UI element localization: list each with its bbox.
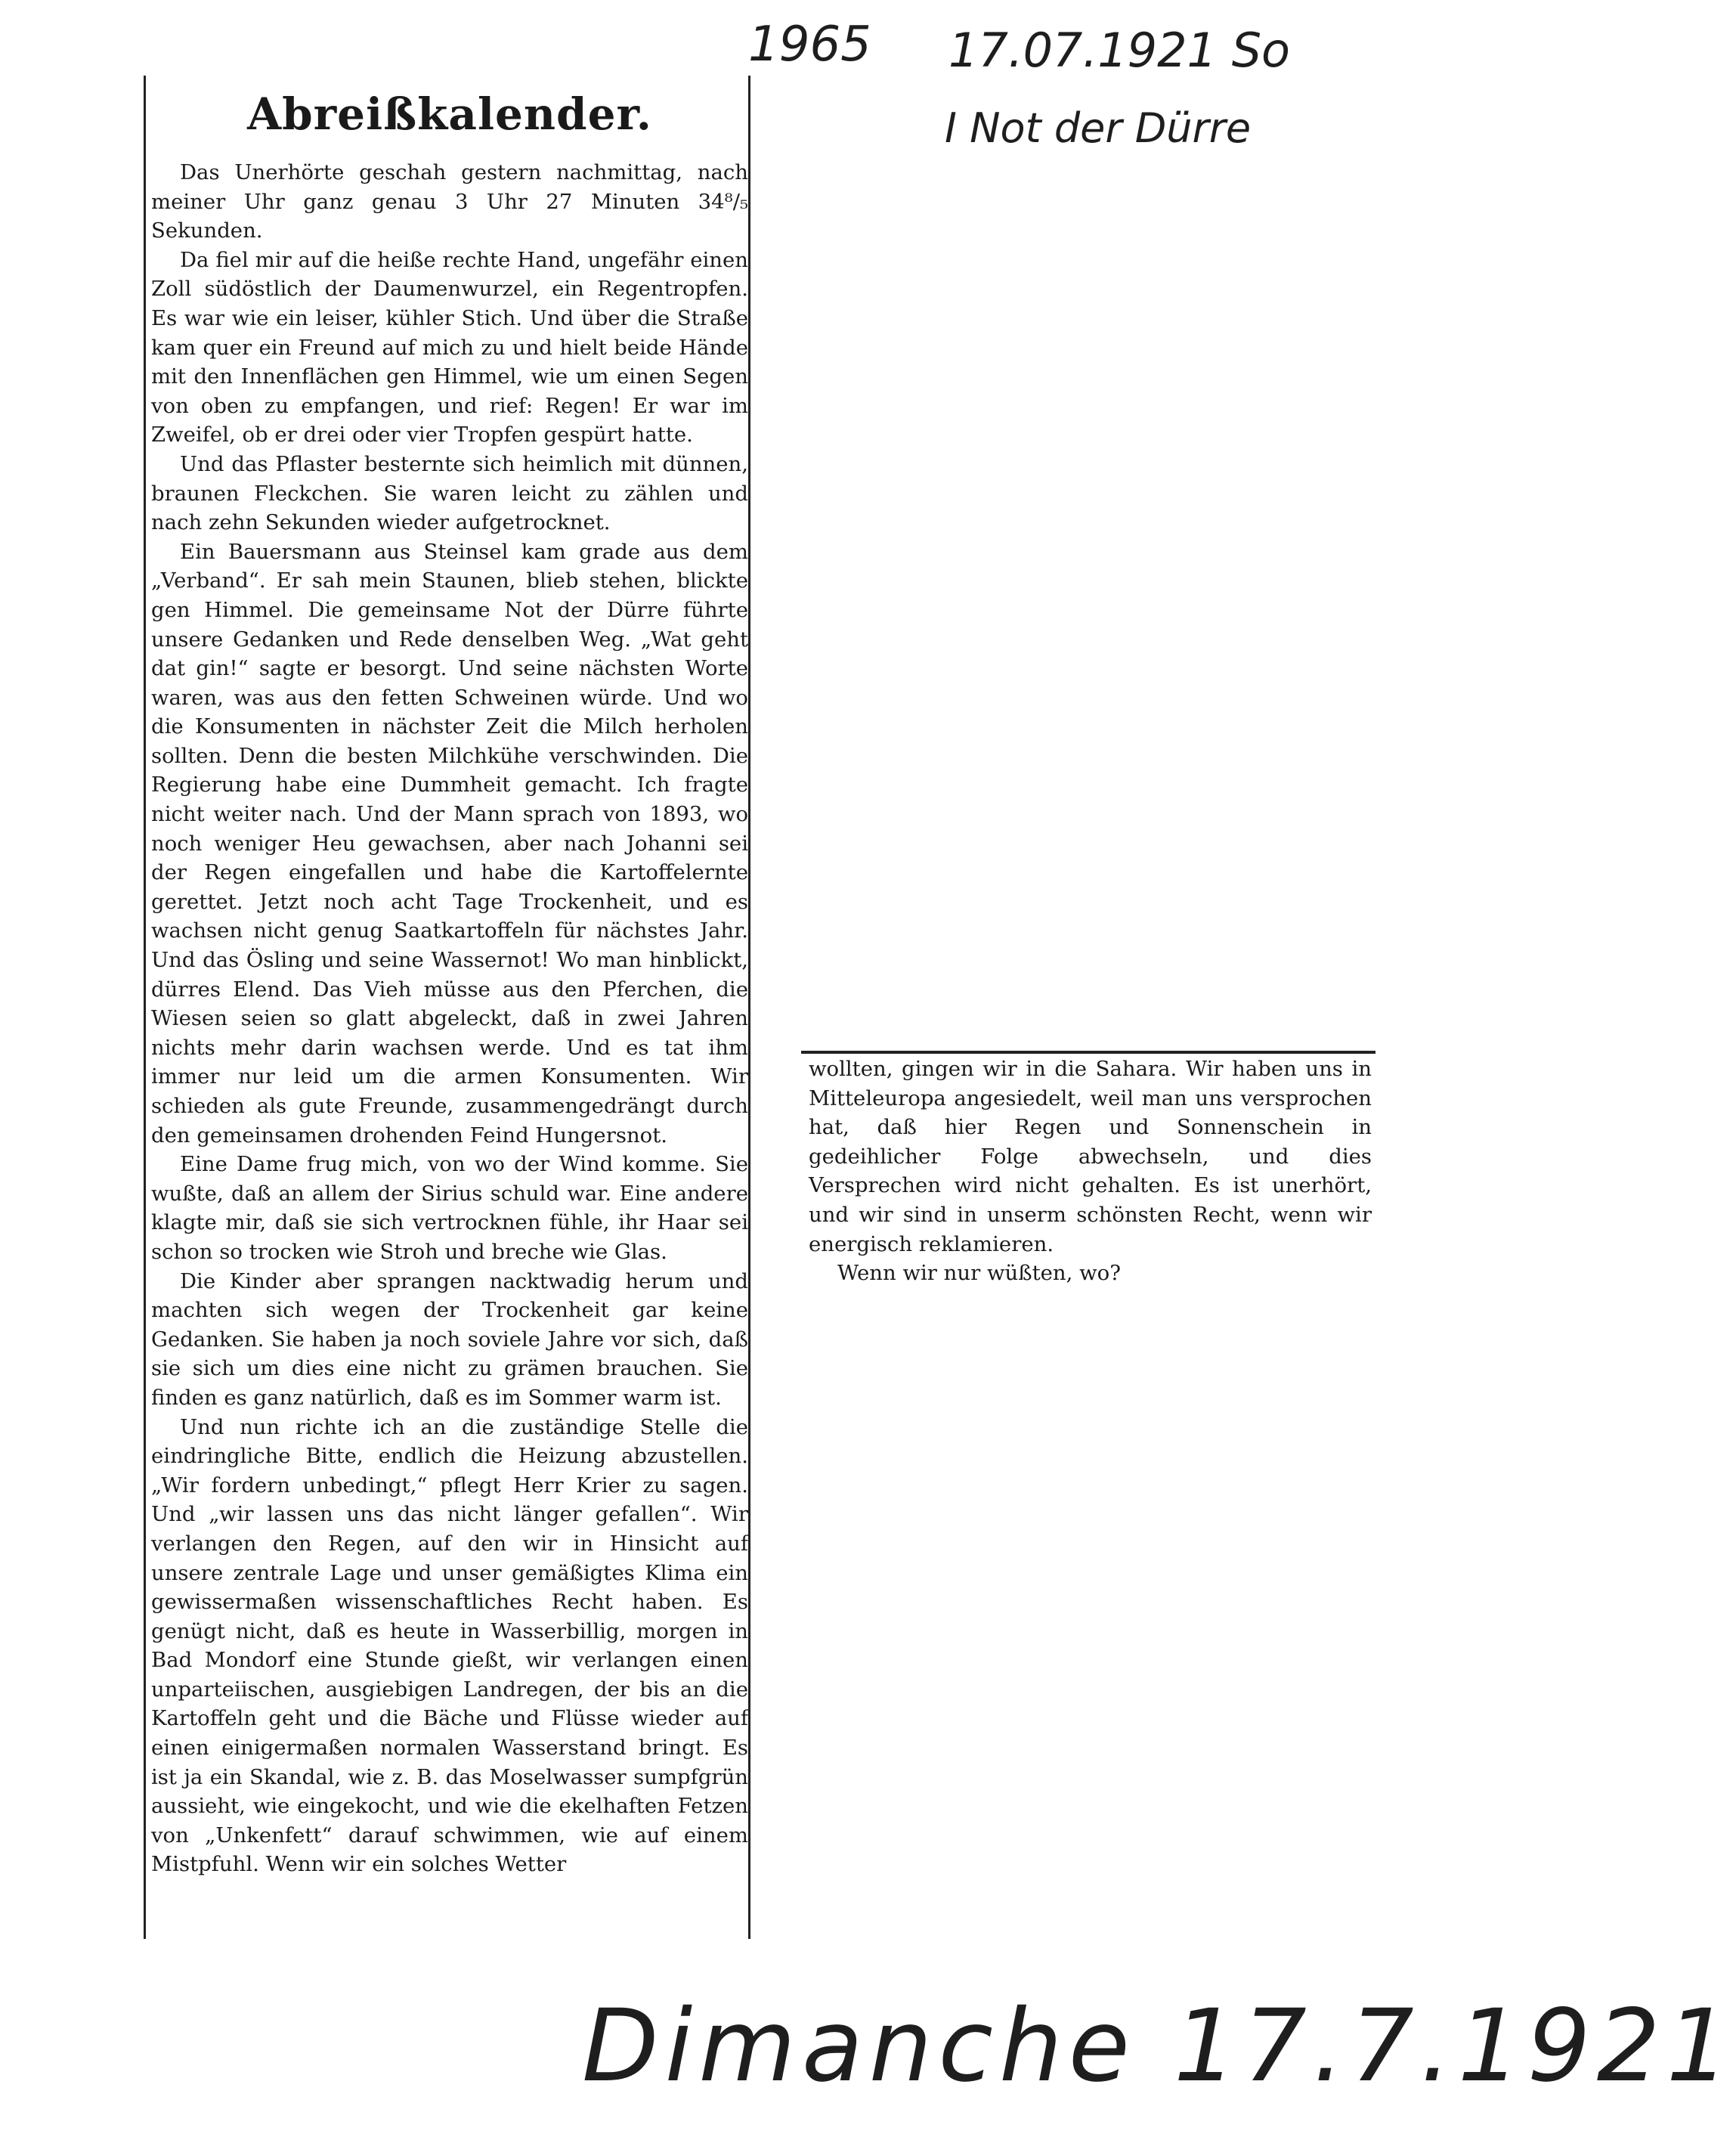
- article-paragraph: Und nun richte ich an die zuständige Stelle die eindringliche Bitte, endlich die Heizung abzustellen. „Wir fordern unbedingt,“ pflegt Herr Krier zu sagen. Und „wir lassen uns das nicht länger gefallen“. Wir verlangen den Regen, auf den wir in Hinsicht auf unsere zentrale Lage und unser gemäßigtes Klima ein gewissermaßen wissenschaftliches Recht haben. Es genügt nicht, daß es heute in Wasserbillig, morgen in Bad Mondorf eine Stunde gießt, wir verlangen einen unparteiischen, ausgiebigen Landregen, der bis an die Kartoffeln geht und die Bäche und Flüsse wieder auf einen einigermaßen normalen Wasserstand bringt. Es ist ja ein Skandal, wie z. B. das Moselwasser sumpfgrün aussieht, wie eingekocht, und wie die ekelhaften Fetzen von „Unkenfett“ darauf schwimmen, wie auf einem Mistpfuhl. Wenn wir ein solches Wetter: [151, 1414, 748, 1877]
- continuation-column-rule: [801, 1051, 1375, 1054]
- article-paragraph: Die Kinder aber sprangen nacktwadig herum und machten sich wegen der Trockenheit gar keine Gedanken. Sie haben ja noch soviele Jahre vor sich, daß sie sich um dies eine nicht zu grämen brauchen. Sie finden es ganz natürlich, daß es im Sommer warm ist.: [151, 1268, 748, 1410]
- article-paragraph: Das Unerhörte geschah gestern nachmittag, nach meiner Uhr ganz genau 3 Uhr 27 Minuten 34⁸/₅ Sekunden.: [151, 160, 748, 243]
- article-title: Abreißkalender.: [247, 88, 652, 140]
- article-closing-line: Wenn wir nur wüßten, wo?: [837, 1261, 1121, 1286]
- article-paragraph: Eine Dame frug mich, von wo der Wind komme. Sie wußte, daß an allem der Sirius schuld war. Eine andere klagte mir, daß sie sich vertrocknen fühle, ihr Haar sei schon so trocken wie Stroh und breche wie Glas.: [151, 1152, 748, 1264]
- handwritten-bottom-date: Dimanche 17.7.1921: [582, 1988, 1736, 2104]
- article-paragraph: Da fiel mir auf die heiße rechte Hand, ungefähr einen Zoll südöstlich der Daumenwurzel, ein Regentropfen. Es war wie ein leiser, kühler Stich. Und über die Straße kam quer ein Freund auf mich zu und hielt beide Hände mit den Innenflächen gen Himmel, wie um einen Segen von oben zu empfangen, und rief: Regen! Er war im Zweifel, ob er drei oder vier Tropfen gespürt hatte.: [151, 247, 748, 448]
- article-paragraph: Und das Pflaster besternte sich heimlich mit dünnen, braunen Fleckchen. Sie waren leicht zu zählen und nach zehn Sekunden wieder aufgetrocknet.: [151, 451, 748, 535]
- article-paragraph: Ein Bauersmann aus Steinsel kam grade aus dem „Verband“. Er sah mein Staunen, blieb stehen, blickte gen Himmel. Die gemeinsame Not der Dürre führte unsere Gedanken und Rede denselben Weg. „Wat geht dat gin!“ sagte er besorgt. Und seine nächsten Worte waren, was aus den fetten Schweinen würde. Und wo die Konsumenten in nächster Zeit die Milch herholen sollten. Denn die besten Milchkühe verschwinden. Die Regierung habe eine Dummheit gemacht. Ich fragte nicht weiter nach. Und der Mann sprach von 1893, wo noch weniger Heu gewachsen, aber nach Johanni sei der Regen eingefallen und habe die Kartoffelernte gerettet. Jetzt noch acht Tage Trockenheit, und es wachsen nicht genug Saatkartoffeln für nächstes Jahr. Und das Ösling und seine Wassernot! Wo man hinblickt, dürres Elend. Das Vieh müsse aus den Pferchen, die Wiesen seien so glatt abgeleckt, daß in zwei Jahren nichts mehr darin wachsen werde. Und es tat ihm immer nur leid um die armen Konsumenten. Wir schieden als gute Freunde, zusammengedrängt durch den gemeinsamen drohenden Feind Hungersnot.: [151, 539, 748, 1147]
- column-left-border: [144, 76, 146, 1939]
- article-column-continuation: [809, 1055, 1372, 1288]
- column-right-border: [748, 76, 750, 1939]
- article-column-main: [151, 79, 748, 1879]
- handwritten-date-note: 17.07.1921 So: [948, 23, 1290, 78]
- article-paragraph: wollten, gingen wir in die Sahara. Wir haben uns in Mitteleuropa angesiedelt, weil man uns versprochen hat, daß hier Regen und Sonnenschein in gedeihlicher Folge abwechseln, und dies Versprechen wird nicht gehalten. Es ist unerhört, und wir sind in unserm schönsten Recht, wenn wir energisch reklamieren.: [809, 1057, 1372, 1256]
- handwritten-archive-number: 1965: [748, 17, 871, 73]
- handwritten-topic-note: I Not der Dürre: [945, 104, 1252, 152]
